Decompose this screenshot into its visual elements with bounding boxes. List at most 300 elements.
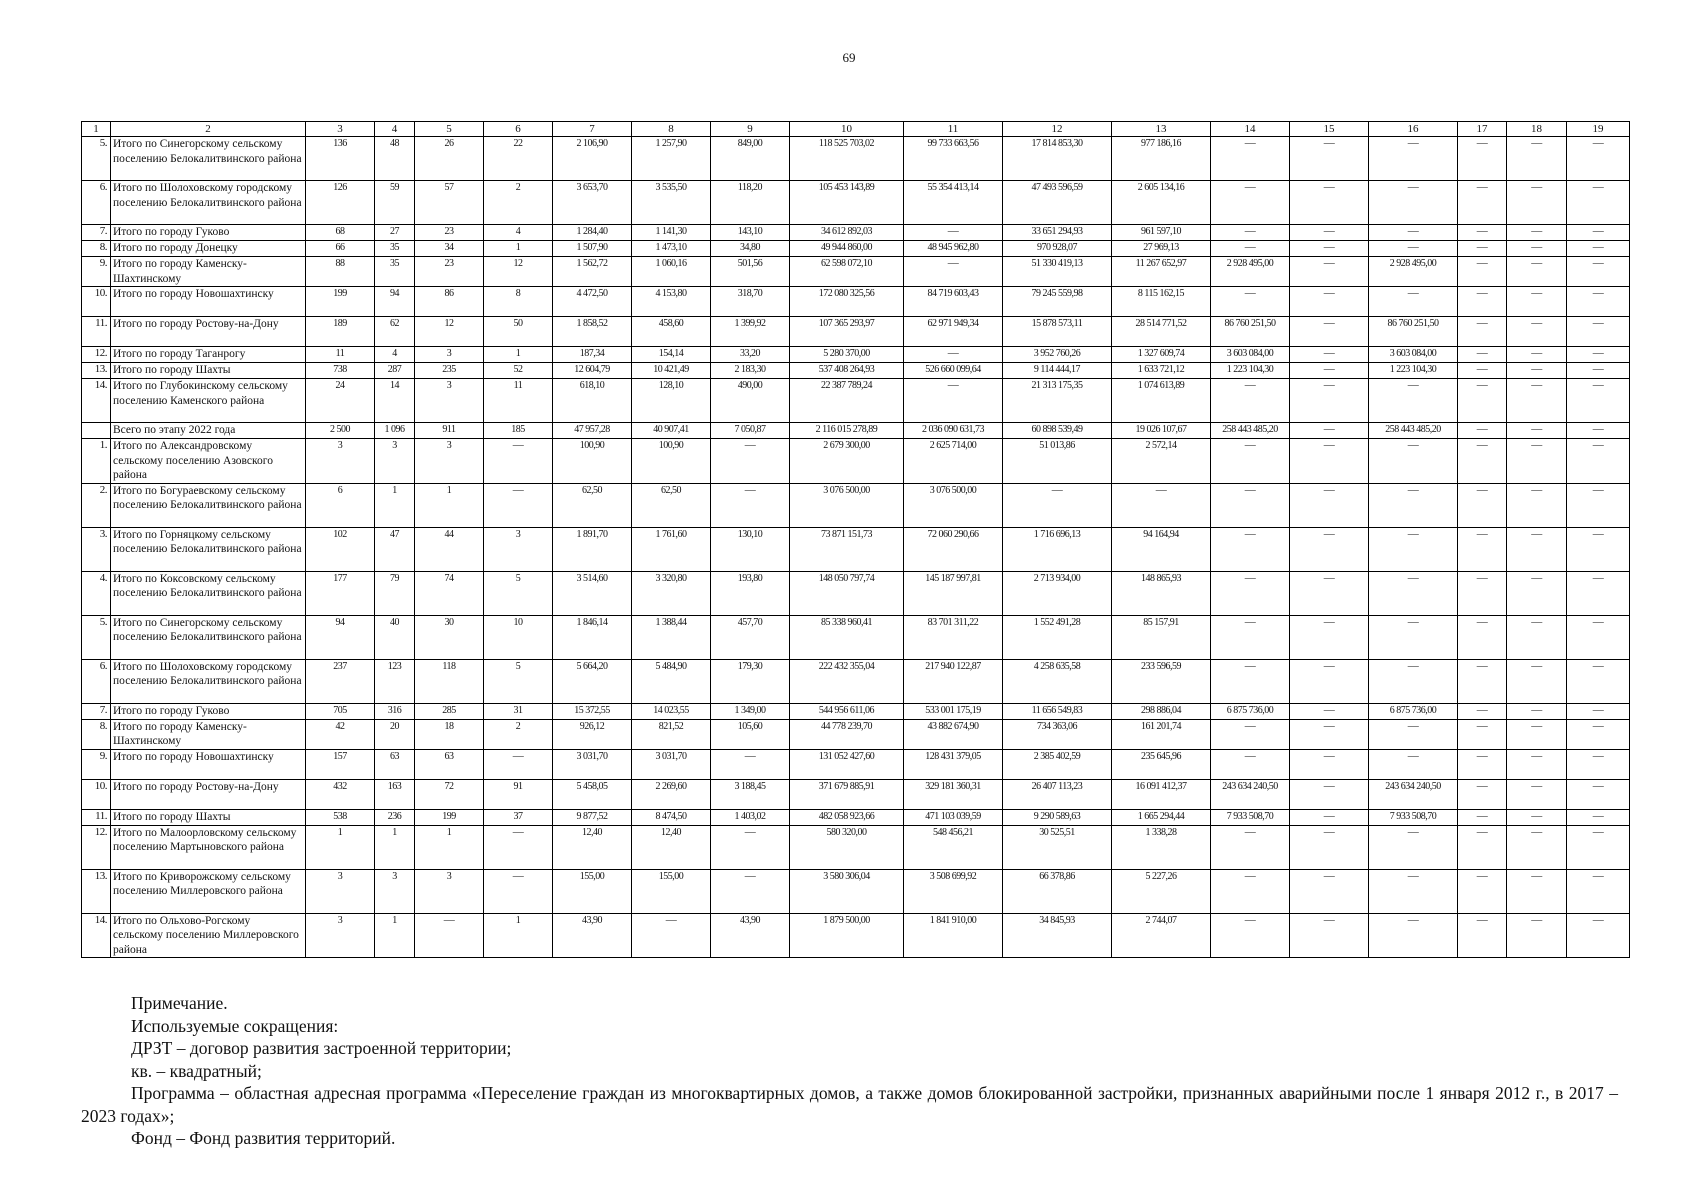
value-cell: 187,34 <box>553 347 632 363</box>
value-cell: — <box>1507 241 1567 257</box>
value-cell: 5 664,20 <box>553 659 632 703</box>
column-number-10: 10 <box>790 122 904 137</box>
value-cell: 1 096 <box>375 423 415 439</box>
value-cell: 2 605 134,16 <box>1112 181 1211 225</box>
value-cell: — <box>1290 615 1369 659</box>
value-cell: 128 431 379,05 <box>904 749 1003 779</box>
value-cell: 1 223 104,30 <box>1211 363 1290 379</box>
value-cell: 15 372,55 <box>553 703 632 719</box>
value-cell: — <box>1567 913 1630 958</box>
value-cell: 63 <box>375 749 415 779</box>
row-number-cell: 7. <box>82 703 111 719</box>
value-cell: 4 153,80 <box>632 287 711 317</box>
value-cell: 85 157,91 <box>1112 615 1211 659</box>
value-cell: 42 <box>306 719 375 749</box>
value-cell: 1 <box>415 483 484 527</box>
column-number-row <box>82 122 1630 137</box>
value-cell: — <box>1567 659 1630 703</box>
notes-section <box>81 992 1618 1150</box>
value-cell: 2 <box>484 719 553 749</box>
value-cell: 85 338 960,41 <box>790 615 904 659</box>
value-cell: — <box>1211 181 1290 225</box>
value-cell: 185 <box>484 423 553 439</box>
value-cell: 68 <box>306 225 375 241</box>
value-cell: 11 267 652,97 <box>1112 257 1211 287</box>
value-cell: 145 187 997,81 <box>904 571 1003 615</box>
table-row <box>82 527 1630 571</box>
value-cell: 60 898 539,49 <box>1003 423 1112 439</box>
value-cell: 544 956 611,06 <box>790 703 904 719</box>
value-cell: 48 <box>375 137 415 181</box>
value-cell: — <box>1211 527 1290 571</box>
row-number-cell: 10. <box>82 779 111 809</box>
value-cell: — <box>1567 257 1630 287</box>
value-cell: 10 <box>484 615 553 659</box>
value-cell: 18 <box>415 719 484 749</box>
value-cell: 5 227,26 <box>1112 869 1211 913</box>
value-cell: — <box>1369 571 1458 615</box>
value-cell: 15 878 573,11 <box>1003 317 1112 347</box>
table-row <box>82 483 1630 527</box>
table-row <box>82 779 1630 809</box>
value-cell: — <box>1369 439 1458 484</box>
row-name-cell: Итого по городу Ростову-на-Дону <box>111 317 306 347</box>
row-number-cell <box>82 423 111 439</box>
value-cell: — <box>1458 225 1507 241</box>
value-cell: 43,90 <box>553 913 632 958</box>
value-cell: — <box>1507 749 1567 779</box>
value-cell: — <box>1211 287 1290 317</box>
value-cell: 12,40 <box>632 825 711 869</box>
column-number-13: 13 <box>1112 122 1211 137</box>
value-cell: — <box>1567 615 1630 659</box>
value-cell: — <box>1567 527 1630 571</box>
value-cell: 2 116 015 278,89 <box>790 423 904 439</box>
value-cell: 94 <box>375 287 415 317</box>
row-number-cell: 6. <box>82 181 111 225</box>
value-cell: 2 036 090 631,73 <box>904 423 1003 439</box>
table-row <box>82 347 1630 363</box>
value-cell: 2 <box>484 181 553 225</box>
value-cell: — <box>1211 825 1290 869</box>
value-cell: — <box>1290 317 1369 347</box>
value-cell: 1 223 104,30 <box>1369 363 1458 379</box>
value-cell: 3 <box>484 527 553 571</box>
value-cell: 1 060,16 <box>632 257 711 287</box>
value-cell: — <box>904 347 1003 363</box>
value-cell: 50 <box>484 317 553 347</box>
value-cell: 2 572,14 <box>1112 439 1211 484</box>
value-cell: — <box>484 439 553 484</box>
value-cell: — <box>1567 317 1630 347</box>
value-cell: 7 933 508,70 <box>1211 809 1290 825</box>
value-cell: 5 458,05 <box>553 779 632 809</box>
value-cell: — <box>1567 363 1630 379</box>
table-row <box>82 719 1630 749</box>
value-cell: 526 660 099,64 <box>904 363 1003 379</box>
column-number-15: 15 <box>1290 122 1369 137</box>
value-cell: 91 <box>484 779 553 809</box>
value-cell: 285 <box>415 703 484 719</box>
column-number-7: 7 <box>553 122 632 137</box>
value-cell: 62 598 072,10 <box>790 257 904 287</box>
row-name-cell: Итого по Криворожскому сельскому поселению Миллеровского района <box>111 869 306 913</box>
value-cell: 20 <box>375 719 415 749</box>
table-body <box>82 122 1630 958</box>
value-cell: 86 760 251,50 <box>1369 317 1458 347</box>
row-name-cell: Итого по Александровскому сельскому поселению Азовского района <box>111 439 306 484</box>
row-number-cell: 5. <box>82 137 111 181</box>
value-cell: — <box>1369 659 1458 703</box>
value-cell: 28 514 771,52 <box>1112 317 1211 347</box>
value-cell: 537 408 264,93 <box>790 363 904 379</box>
value-cell: 30 <box>415 615 484 659</box>
table-row <box>82 225 1630 241</box>
value-cell: — <box>1369 825 1458 869</box>
value-cell: — <box>711 439 790 484</box>
row-name-cell: Итого по городу Каменску-Шахтинскому <box>111 257 306 287</box>
value-cell: 155,00 <box>553 869 632 913</box>
value-cell: 30 525,51 <box>1003 825 1112 869</box>
value-cell: — <box>711 749 790 779</box>
value-cell: — <box>1458 719 1507 749</box>
column-number-2: 2 <box>111 122 306 137</box>
table-row <box>82 659 1630 703</box>
value-cell: — <box>1458 615 1507 659</box>
value-cell: 243 634 240,50 <box>1211 779 1290 809</box>
value-cell: — <box>1567 779 1630 809</box>
value-cell: — <box>711 869 790 913</box>
value-cell: — <box>1507 703 1567 719</box>
value-cell: 1 <box>484 913 553 958</box>
table-row <box>82 869 1630 913</box>
value-cell: — <box>1112 483 1211 527</box>
value-cell: 3 603 084,00 <box>1211 347 1290 363</box>
value-cell: 1 761,60 <box>632 527 711 571</box>
row-name-cell: Итого по Богураевскому сельскому поселению Белокалитвинского района <box>111 483 306 527</box>
value-cell: — <box>1290 439 1369 484</box>
value-cell: 3 <box>375 869 415 913</box>
value-cell: 34 612 892,03 <box>790 225 904 241</box>
value-cell: 49 944 860,00 <box>790 241 904 257</box>
value-cell: 2 744,07 <box>1112 913 1211 958</box>
value-cell: 1 388,44 <box>632 615 711 659</box>
value-cell: 618,10 <box>553 379 632 423</box>
value-cell: 1 284,40 <box>553 225 632 241</box>
value-cell: — <box>1290 703 1369 719</box>
value-cell: 11 <box>484 379 553 423</box>
value-cell: 548 456,21 <box>904 825 1003 869</box>
value-cell: 33 651 294,93 <box>1003 225 1112 241</box>
table-row <box>82 137 1630 181</box>
value-cell: — <box>1369 527 1458 571</box>
value-cell: 177 <box>306 571 375 615</box>
value-cell: 2 183,30 <box>711 363 790 379</box>
value-cell: — <box>1567 241 1630 257</box>
value-cell: 5 <box>484 659 553 703</box>
value-cell: — <box>1369 137 1458 181</box>
value-cell: 86 760 251,50 <box>1211 317 1290 347</box>
table-row <box>82 749 1630 779</box>
value-cell: 199 <box>415 809 484 825</box>
row-name-cell: Всего по этапу 2022 года <box>111 423 306 439</box>
value-cell: 3 031,70 <box>632 749 711 779</box>
value-cell: 3 076 500,00 <box>904 483 1003 527</box>
value-cell: 131 052 427,60 <box>790 749 904 779</box>
value-cell: — <box>1507 287 1567 317</box>
value-cell: 8 <box>484 287 553 317</box>
column-number-19: 19 <box>1567 122 1630 137</box>
value-cell: 318,70 <box>711 287 790 317</box>
table-row <box>82 241 1630 257</box>
value-cell: 27 <box>375 225 415 241</box>
value-cell: 55 354 413,14 <box>904 181 1003 225</box>
value-cell: 1 716 696,13 <box>1003 527 1112 571</box>
value-cell: — <box>1290 181 1369 225</box>
value-cell: — <box>1369 379 1458 423</box>
value-cell: — <box>1369 287 1458 317</box>
value-cell: 12 604,79 <box>553 363 632 379</box>
value-cell: 105 453 143,89 <box>790 181 904 225</box>
value-cell: 172 080 325,56 <box>790 287 904 317</box>
value-cell: 4 472,50 <box>553 287 632 317</box>
value-cell: 3 952 760,26 <box>1003 347 1112 363</box>
table-row <box>82 615 1630 659</box>
value-cell: 3 031,70 <box>553 749 632 779</box>
value-cell: 533 001 175,19 <box>904 703 1003 719</box>
value-cell: — <box>1211 241 1290 257</box>
value-cell: 1 141,30 <box>632 225 711 241</box>
value-cell: 9 877,52 <box>553 809 632 825</box>
value-cell: 1 841 910,00 <box>904 913 1003 958</box>
value-cell: 57 <box>415 181 484 225</box>
value-cell: — <box>1211 869 1290 913</box>
value-cell: — <box>1290 869 1369 913</box>
value-cell: — <box>1458 181 1507 225</box>
value-cell: — <box>1567 749 1630 779</box>
column-number-14: 14 <box>1211 122 1290 137</box>
value-cell: 4 <box>375 347 415 363</box>
column-number-1: 1 <box>82 122 111 137</box>
column-number-8: 8 <box>632 122 711 137</box>
value-cell: 19 026 107,67 <box>1112 423 1211 439</box>
value-cell: 1 403,02 <box>711 809 790 825</box>
value-cell: — <box>1458 749 1507 779</box>
note-line: Используемые сокращения: <box>131 1015 339 1036</box>
value-cell: 371 679 885,91 <box>790 779 904 809</box>
value-cell: — <box>1211 571 1290 615</box>
value-cell: 79 245 559,98 <box>1003 287 1112 317</box>
value-cell: 1 858,52 <box>553 317 632 347</box>
value-cell: — <box>1507 137 1567 181</box>
value-cell: 2 713 934,00 <box>1003 571 1112 615</box>
value-cell: — <box>1290 257 1369 287</box>
value-cell: — <box>1003 483 1112 527</box>
value-cell: 1 665 294,44 <box>1112 809 1211 825</box>
value-cell: 128,10 <box>632 379 711 423</box>
row-number-cell: 8. <box>82 241 111 257</box>
value-cell: 47 957,28 <box>553 423 632 439</box>
value-cell: 482 058 923,66 <box>790 809 904 825</box>
row-name-cell: Итого по городу Новошахтинску <box>111 749 306 779</box>
value-cell: 44 778 239,70 <box>790 719 904 749</box>
value-cell: 148 050 797,74 <box>790 571 904 615</box>
table-row <box>82 379 1630 423</box>
value-cell: 3 076 500,00 <box>790 483 904 527</box>
row-number-cell: 13. <box>82 869 111 913</box>
row-number-cell: 14. <box>82 379 111 423</box>
value-cell: 7 050,87 <box>711 423 790 439</box>
value-cell: — <box>1567 825 1630 869</box>
value-cell: 911 <box>415 423 484 439</box>
value-cell: 193,80 <box>711 571 790 615</box>
value-cell: — <box>1211 719 1290 749</box>
value-cell: 2 269,60 <box>632 779 711 809</box>
value-cell: 157 <box>306 749 375 779</box>
value-cell: 849,00 <box>711 137 790 181</box>
value-cell: — <box>1458 483 1507 527</box>
value-cell: 3 653,70 <box>553 181 632 225</box>
value-cell: — <box>1458 287 1507 317</box>
column-number-3: 3 <box>306 122 375 137</box>
value-cell: 24 <box>306 379 375 423</box>
value-cell: — <box>904 257 1003 287</box>
value-cell: 6 875 736,00 <box>1369 703 1458 719</box>
value-cell: — <box>1507 719 1567 749</box>
column-number-5: 5 <box>415 122 484 137</box>
value-cell: — <box>1369 913 1458 958</box>
value-cell: — <box>1211 659 1290 703</box>
value-cell: — <box>1507 181 1567 225</box>
value-cell: 100,90 <box>553 439 632 484</box>
value-cell: 3 <box>415 869 484 913</box>
value-cell: 143,10 <box>711 225 790 241</box>
value-cell: 102 <box>306 527 375 571</box>
value-cell: — <box>1567 869 1630 913</box>
value-cell: 12 <box>415 317 484 347</box>
table-row <box>82 317 1630 347</box>
value-cell: 3 <box>415 379 484 423</box>
value-cell: 136 <box>306 137 375 181</box>
value-cell: 2 928 495,00 <box>1369 257 1458 287</box>
value-cell: — <box>1507 347 1567 363</box>
value-cell: — <box>1507 439 1567 484</box>
page-number: 69 <box>842 50 856 65</box>
value-cell: — <box>1507 869 1567 913</box>
value-cell: 72 <box>415 779 484 809</box>
column-number-12: 12 <box>1003 122 1112 137</box>
value-cell: — <box>711 825 790 869</box>
row-name-cell: Итого по городу Шахты <box>111 363 306 379</box>
value-cell: 580 320,00 <box>790 825 904 869</box>
row-name-cell: Итого по Ольхово-Рогскому сельскому поселению Миллеровского района <box>111 913 306 958</box>
value-cell: — <box>1458 527 1507 571</box>
value-cell: 88 <box>306 257 375 287</box>
value-cell: 4 258 635,58 <box>1003 659 1112 703</box>
row-number-cell: 6. <box>82 659 111 703</box>
value-cell: — <box>1369 225 1458 241</box>
value-cell: 130,10 <box>711 527 790 571</box>
row-name-cell: Итого по городу Донецку <box>111 241 306 257</box>
value-cell: — <box>1458 439 1507 484</box>
value-cell: 1 338,28 <box>1112 825 1211 869</box>
value-cell: — <box>904 225 1003 241</box>
row-number-cell: 3. <box>82 527 111 571</box>
value-cell: 51 013,86 <box>1003 439 1112 484</box>
value-cell: 47 493 596,59 <box>1003 181 1112 225</box>
value-cell: 926,12 <box>553 719 632 749</box>
value-cell: 59 <box>375 181 415 225</box>
value-cell: 7 933 508,70 <box>1369 809 1458 825</box>
value-cell: 6 <box>306 483 375 527</box>
table-row <box>82 423 1630 439</box>
value-cell: — <box>1507 317 1567 347</box>
value-cell: 1 846,14 <box>553 615 632 659</box>
value-cell: — <box>1211 615 1290 659</box>
value-cell: 734 363,06 <box>1003 719 1112 749</box>
value-cell: 14 023,55 <box>632 703 711 719</box>
value-cell: — <box>1290 779 1369 809</box>
value-cell: 66 378,86 <box>1003 869 1112 913</box>
value-cell: 5 484,90 <box>632 659 711 703</box>
value-cell: 34 <box>415 241 484 257</box>
row-name-cell: Итого по Коксовскому сельскому поселению Белокалитвинского района <box>111 571 306 615</box>
value-cell: 3 320,80 <box>632 571 711 615</box>
value-cell: — <box>1458 137 1507 181</box>
value-cell: 222 432 355,04 <box>790 659 904 703</box>
value-cell: — <box>1290 825 1369 869</box>
row-name-cell: Итого по Шолоховскому городскому поселению Белокалитвинского района <box>111 659 306 703</box>
value-cell: 2 106,90 <box>553 137 632 181</box>
row-name-cell: Итого по городу Новошахтинску <box>111 287 306 317</box>
value-cell: — <box>1369 719 1458 749</box>
value-cell: — <box>1369 615 1458 659</box>
value-cell: — <box>1211 137 1290 181</box>
value-cell: 107 365 293,97 <box>790 317 904 347</box>
value-cell: 1 399,92 <box>711 317 790 347</box>
value-cell: — <box>1507 825 1567 869</box>
value-cell: 34,80 <box>711 241 790 257</box>
value-cell: 10 421,49 <box>632 363 711 379</box>
column-number-18: 18 <box>1507 122 1567 137</box>
value-cell: 33,20 <box>711 347 790 363</box>
value-cell: — <box>1369 241 1458 257</box>
value-cell: 432 <box>306 779 375 809</box>
value-cell: 72 060 290,66 <box>904 527 1003 571</box>
value-cell: 9 290 589,63 <box>1003 809 1112 825</box>
value-cell: 4 <box>484 225 553 241</box>
row-name-cell: Итого по Малоорловскому сельскому поселению Мартыновского района <box>111 825 306 869</box>
row-name-cell: Итого по Шолоховскому городскому поселению Белокалитвинского района <box>111 181 306 225</box>
value-cell: 47 <box>375 527 415 571</box>
value-cell: 118 525 703,02 <box>790 137 904 181</box>
value-cell: 3 535,50 <box>632 181 711 225</box>
value-cell: 43 882 674,90 <box>904 719 1003 749</box>
value-cell: 237 <box>306 659 375 703</box>
value-cell: — <box>1211 483 1290 527</box>
value-cell: — <box>1290 571 1369 615</box>
value-cell: 154,14 <box>632 347 711 363</box>
value-cell: 199 <box>306 287 375 317</box>
value-cell: — <box>1458 659 1507 703</box>
value-cell: — <box>1458 869 1507 913</box>
row-name-cell: Итого по Синегорскому сельскому поселению Белокалитвинского района <box>111 615 306 659</box>
column-number-11: 11 <box>904 122 1003 137</box>
value-cell: — <box>1458 379 1507 423</box>
value-cell: 1 <box>306 825 375 869</box>
value-cell: 62 971 949,34 <box>904 317 1003 347</box>
value-cell: 3 508 699,92 <box>904 869 1003 913</box>
